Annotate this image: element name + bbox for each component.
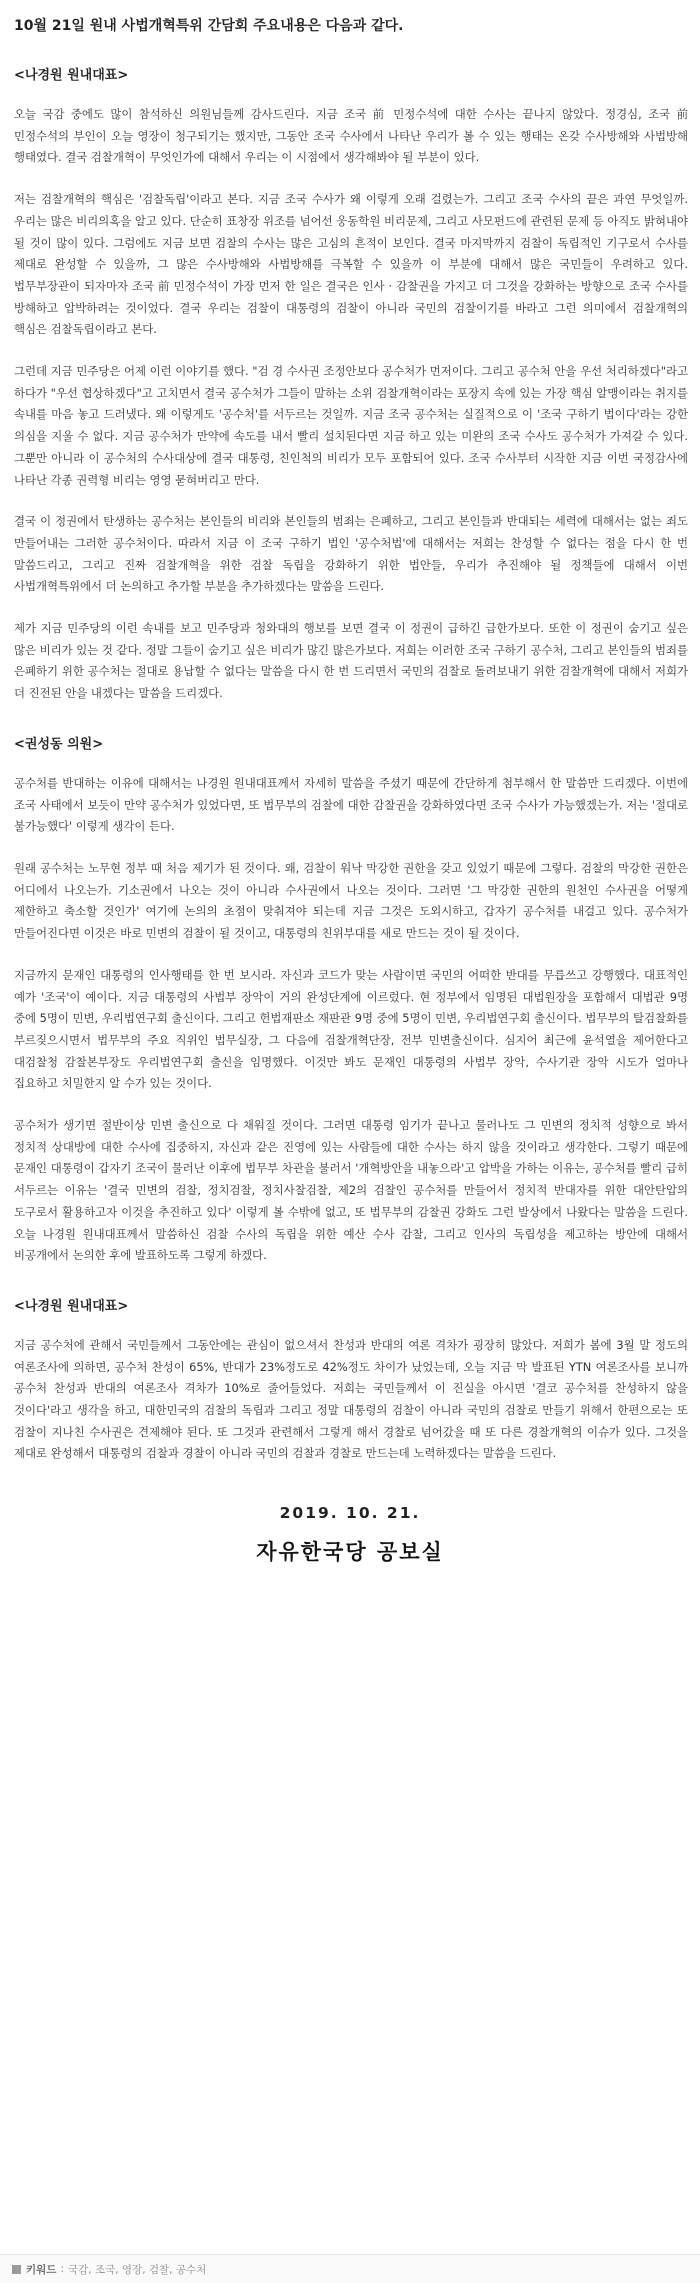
keywords-bar <box>0 2254 700 2283</box>
organization-name: 자유한국당 공보실 <box>256 1540 444 1565</box>
paragraph: 오늘 국감 중에도 많이 참석하신 의원님들께 감사드린다. 지금 조국 前 민정수석에 대한 수사는 끝나지 않았다. 정경심, 조국 前 민정수석의 부인이 오늘 영장이 청구되기는 했지만, 그동안 조국 수사에서 나타난 우리가 볼 수 있는 행태는 온갖 수사방해와 사법방해 행태였다. 결국 검찰개혁이 무엇인가에 대해서 우리는 이 시점에서 생각해봐야 될 부분이 있다. <box>14 107 688 165</box>
intro-line: 10월 21일 원내 사법개혁특위 간담회 주요내용은 다음과 같다. <box>14 18 404 34</box>
speaker-heading: <나경원 원내대표> <box>14 1298 129 1314</box>
keyword-link[interactable]: 검찰, <box>148 2263 173 2276</box>
paragraph: 공수처가 생기면 절반이상 민변 출신으로 다 채워질 것이다. 그러면 대통령 임기가 끝나고 물러나도 그 민변의 정치적 성향으로 봐서 정치적 상대방에 대한 수사에 집중하지, 자신과 같은 진영에 있는 사람들에 대한 수사는 하지 않을 것이라고 생각한다. 그렇기 때문에 문재인 대통령이 갑자기 조국이 물러난 이후에 법무부 차관을 불러서 '개혁방안을 내놓으라'고 압박을 가하는 이유는, 공수처를 빨리 급히 서두르는 이유는 '결국 민변의 검찰, 정치검찰, 정치사찰검찰, 제2의 검찰인 공수처를 만들어서 정치적 반대자를 위한 대안탄압의 도구로서 활용하고자 이것을 추진하고 있다' 이렇게 볼 수밖에 없고, 또 법무부의 감찰권 강화도 그런 발상에서 나왔다는 말씀을 드린다. 오늘 나경원 원내대표께서 말씀하신 검찰 수사의 독립을 위한 예산 수사 감찰, 그리고 인사의 독립성을 제고하는 방안에 대해서 비공개에서 논의한 후에 발표하도록 그렇게 하겠다. <box>14 1118 688 1263</box>
keyword-link[interactable]: 국감, <box>67 2263 92 2276</box>
paragraph: 지금 공수처에 관해서 국민들께서 그동안에는 관심이 없으셔서 찬성과 반대의 여론 격차가 굉장히 많았다. 저희가 봄에 3월 말 정도의 여론조사에 의하면, 공수처 찬성이 65%, 반대가 23%정도로 42%정도 차이가 났었는데, 오늘 지금 막 발표된 YTN 여론조사를 보니까 공수처 찬성과 반대의 여론조사 격차가 10%로 줄어들었다. 저희는 국민들께서 이 진실을 아시면 '결코 공수처를 찬성하지 않을 것이다'라고 생각을 하고, 대한민국의 검찰의 독립과 그리고 정말 대통령의 검찰이 아니라 국민의 검찰로 만들기 위해서 한편으로는 또 검찰이 지나친 수사권은 견제해야 된다. 또 그것과 관련해서 그렇게 해서 경찰로 넘어갔을 때 또 다른 경찰개혁의 이슈가 있다. 그것을 제대로 완성해서 대통령의 검찰과 경찰이 아니라 국민의 검찰과 경찰로 만드는데 노력하겠다는 말씀을 드린다. <box>14 1337 688 1461</box>
keywords-list <box>68 2262 206 2277</box>
keywords-separator: : <box>60 2263 64 2275</box>
section-3 <box>12 1297 688 1465</box>
speaker-heading: <나경원 원내대표> <box>14 68 129 83</box>
release-date: 2019. 10. 21. <box>279 1504 421 1523</box>
paragraph: 제가 지금 민주당의 이런 속내를 보고 민주당과 청와대의 행보를 보면 결국 이 정권이 급하긴 급한가보다. 또한 이 정권이 숨기고 싶은 많은 비리가 있는 것 같다. 정말 그들이 숨기고 싶은 비리가 많긴 많은가보다. 저희는 이러한 조국 구하기 공수처, 그리고 본인들의 범죄를 은폐하기 위한 공수처는 절대로 용납할 수 없다는 말씀을 다시 한 번 드리면서 국민의 검찰로 돌려보내기 위한 검찰개혁에 대해서 저희가 더 진전된 안을 내겠다는 말씀을 드리겠다. <box>14 621 688 701</box>
paragraph: 그런데 지금 민주당은 어제 이런 이야기를 했다. "검 경 수사권 조정안보다 공수처가 먼저이다. 그리고 공수처 안을 우선 처리하겠다"라고 하다가 "우선 협상하겠다"고 고치면서 결국 공수처가 그들이 말하는 소위 검찰개혁이라는 포장지 속에 있는 가장 핵심 알맹이라는 취지를 속내를 마음 놓고 드러냈다. 왜 이렇게도 '공수처'를 서두르는 것일까. 지금 조국 공수처는 실질적으로 이 '조국 구하기 법이다'라는 강한 의심을 지울 수 없다. 지금 공수처가 만약에 속도를 내서 빨리 설치된다면 지금 하고 있는 미완의 조국 수사도 공수처가 가져갈 수 있다. 그뿐만 아니라 이 공수처의 수사대상에 결국 대통령, 친인척의 비리가 모두 포함되어 있다. 조국 수사부터 시작한 지금 이번 국정감사에 나타난 각종 권력형 비리는 영영 묻혀버리고 만다. <box>14 364 688 487</box>
keyword-link[interactable]: 영장, <box>121 2263 146 2276</box>
speaker-heading: <권성동 의원> <box>14 736 104 752</box>
paragraph: 공수처를 반대하는 이유에 대해서는 나경원 원내대표께서 자세히 말씀을 주셨기 때문에 간단하게 첨부해서 한 말씀만 드리겠다. 이번에 조국 사태에서 보듯이 만약 공수처가 있었다면, 또 법무부의 검찰에 대한 감찰권을 강화하였다면 조국 수사가 가능했겠는가. 저는 '절대로 불가능했다' 이렇게 생각이 든다. <box>14 775 688 834</box>
keyword-link[interactable]: 조국, <box>94 2263 119 2276</box>
section-1 <box>12 66 688 705</box>
keyword-link[interactable]: 공수처 <box>175 2263 207 2276</box>
paragraph: 원래 공수처는 노무현 정부 때 처음 제기가 된 것이다. 왜, 검찰이 워낙 막강한 권한을 갖고 있었기 때문에 그렇다. 검찰의 막강한 권한은 어디에서 나오는가. 기소권에서 나오는 것이 아니라 수사권에서 나오는 것이다. 그러면 '그 막강한 권한의 원천인 수사권을 어떻게 제한하고 축소할 것인가' 여기에 논의의 초점이 맞춰져야 되는데 지금 그것은 도외시하고, 갑자기 공수처를 내걸고 있다. 공수처가 만들어진다면 이것은 바로 민변의 검찰이 될 것이고, 대통령의 친위부대를 새로 만드는 것이 될 것이다. <box>14 860 688 941</box>
paragraph: 지금까지 문재인 대통령의 인사행태를 한 번 보시라. 자신과 코드가 맞는 사람이면 국민의 어떠한 반대를 무릅쓰고 강행했다. 대표적인 예가 '조국'이 예이다. 지금 대통령의 사법부 장악이 거의 완성단계에 이르렀다. 현 정부에서 임명된 대법원장을 포함해서 대법관 9명 중에 5명이 민변, 우리법연구회 출신이다. 그리고 헌법재판소 재판관 9명 중에 5명이 민변, 우리법연구회 출신이다. 법무부의 탈검찰화를 부르짖으시면서 법무부의 주요 직위인 법무실장, 그 다음에 검찰개혁단장, 전부 민변출신이다. 심지어 최근에 윤석열을 제어한다고 대검찰청 감찰본부장도 우리법연구회 출신을 임명했다. 이것만 봐도 문재인 대통령의 사법부 장악, 수사기관 장악 시도가 얼마나 집요하고 치밀한지 알 수가 있는 것이다. <box>14 967 688 1091</box>
paragraph: 결국 이 정권에서 탄생하는 공수처는 본인들의 비리와 본인들의 범죄는 은폐하고, 그리고 본인들과 반대되는 세력에 대해서는 없는 죄도 만들어내는 그러한 공수처이다. 따라서 지금 이 조국 구하기 법인 '공수처법'에 대해서는 저희는 찬성할 수 없다는 점을 다시 한 번 말씀드리고, 그리고 진짜 검찰개혁을 위한 검찰 독립을 강화하기 위한 법안들, 우리가 추진해야 될 정책들에 대해서 이번 사법개혁특위에서 더 논의하고 추가할 부분을 추가하겠다는 말씀을 드린다. <box>14 514 688 594</box>
paragraph: 저는 검찰개혁의 핵심은 '검찰독립'이라고 본다. 지금 조국 수사가 왜 이렇게 오래 걸렸는가. 그리고 조국 수사의 끝은 과연 무엇일까. 우리는 많은 비리의혹을 알고 있다. 단순히 표창장 위조를 넘어선 웅동학원 비리문제, 그리고 사모펀드에 관련된 문제 등 아직도 밝혀내야 될 것이 많이 있다. 그럼에도 지금 보면 검찰의 수사는 많은 고심의 흔적이 보인다. 결국 마지막까지 검찰이 독립적인 기구로서 수사를 제대로 완성할 수 있을까, 그 많은 수사방해와 사법방해를 극복할 수 있을까 이 부분에 대해서 많은 국민들이 우려하고 있다. 법무부장관이 되자마자 조국 前 민정수석이 가장 먼저 한 일은 결국은 인사 · 감찰권을 가지고 더 그것을 강화하는 방향으로 조국 수사를 방해하고 압박하려는 것이었다. 결국 우리는 검찰이 대통령의 검찰이 아니라 국민의 검찰이기를 바라고 그런 의미에서 검찰개혁의 핵심은 검찰독립이라고 본다. <box>14 192 688 337</box>
keywords-label: 키워드 <box>26 2263 57 2276</box>
section-2 <box>12 735 688 1267</box>
tag-icon <box>12 2265 21 2274</box>
